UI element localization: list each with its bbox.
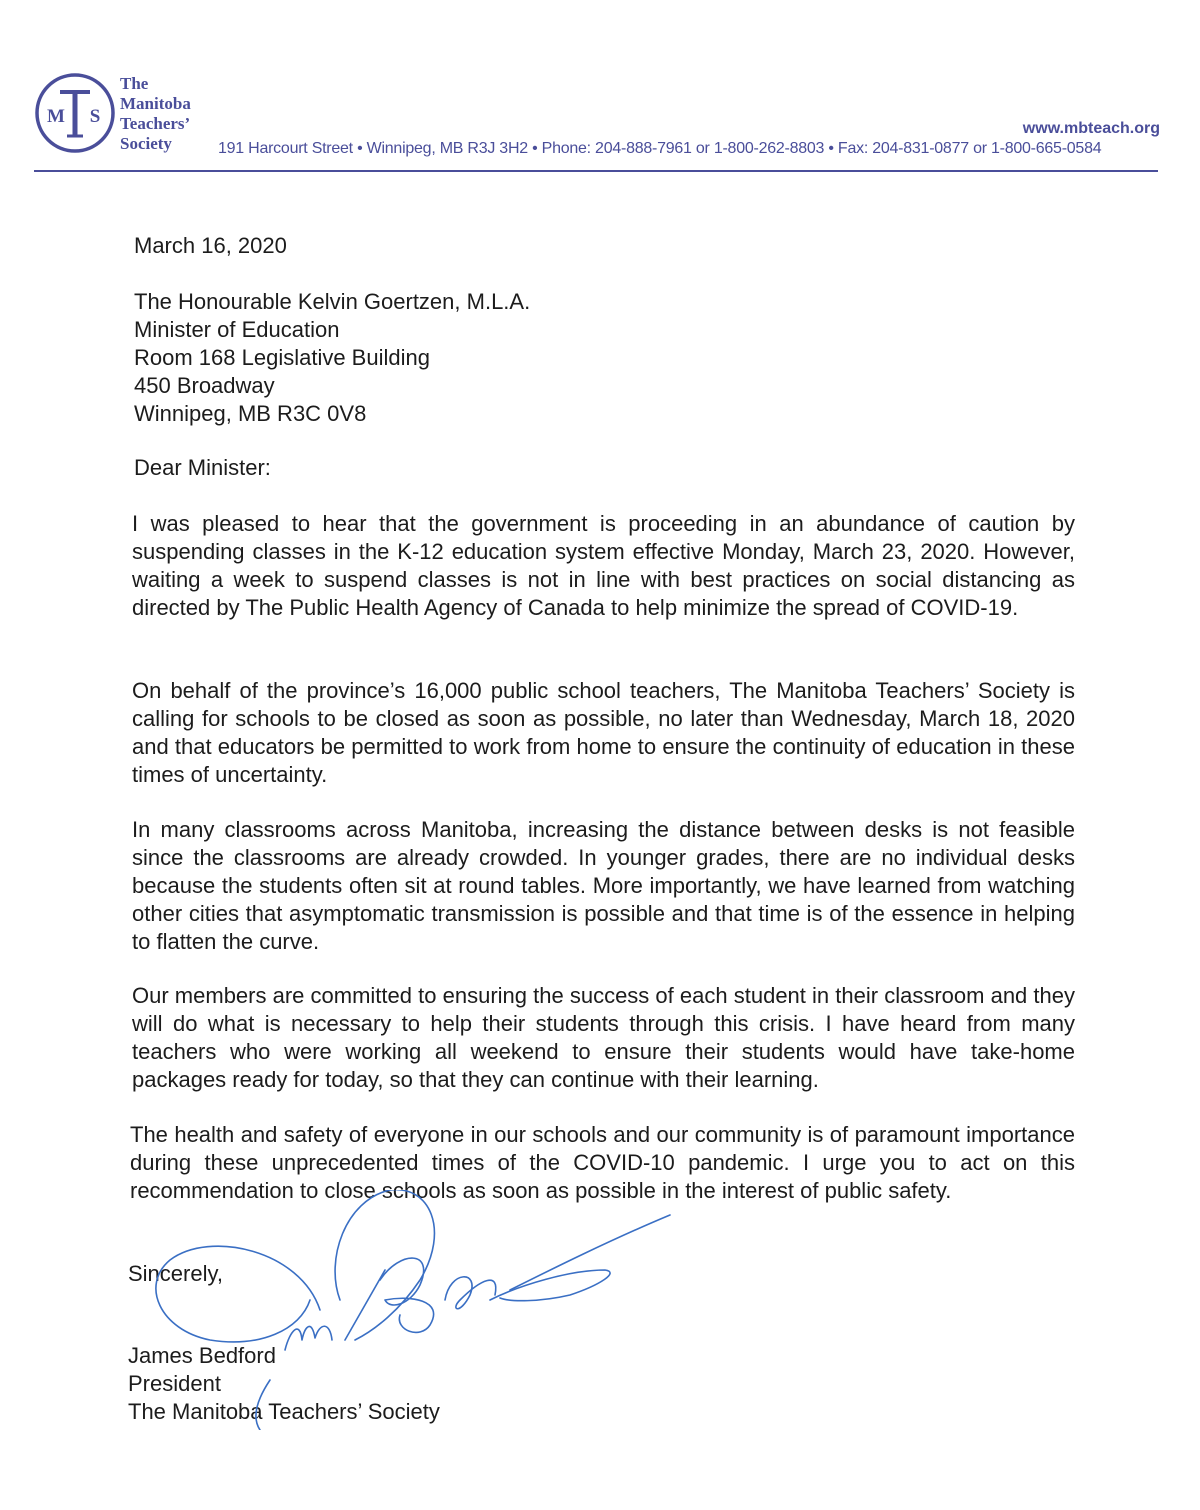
org-name-line: Manitoba	[120, 94, 191, 113]
letterhead	[0, 0, 1200, 180]
header-rule	[34, 170, 1158, 172]
org-name-line: Society	[120, 134, 172, 153]
org-name	[120, 74, 191, 154]
recipient-line: Winnipeg, MB R3C 0V8	[134, 401, 367, 426]
recipient-line: Room 168 Legislative Building	[134, 345, 430, 370]
body-paragraph: I was pleased to hear that the government is proceeding in an abundance of caution by suspending classes in the K-12 education system effective Monday, March 23, 2020. However, waiting a week to suspend classes is not in line with best practices on social distancing as directed by The Public Health Agency of Canada to help minimize the spread of COVID-19.	[132, 511, 1075, 620]
body-paragraph: In many classrooms across Manitoba, increasing the distance between desks is not feasible since the classrooms are already crowded. In younger grades, there are no individual desks because the students often sit at round tables. More importantly, we have learned from watching other cities that asymptomatic transmission is possible and that time is of the essence in helping to flatten the curve.	[132, 817, 1075, 954]
body-paragraph: Our members are committed to ensuring the success of each student in their classroom and they will do what is necessary to help their students through this crisis. I have heard from many teachers who were working all weekend to ensure their students would have take-home packages ready for today, so that they can continue with their learning.	[132, 983, 1075, 1092]
contact-line: 191 Harcourt Street • Winnipeg, MB R3J 3H2 • Phone: 204-888-7961 or 1-800-262-8803 • Fax: 204-831-0877 or 1-800-665-0584	[218, 140, 1102, 157]
signer-title: President	[128, 1371, 221, 1396]
mts-logo	[34, 72, 116, 154]
recipient-line: 450 Broadway	[134, 373, 275, 398]
salutation: Dear Minister:	[134, 455, 271, 480]
signature-block	[128, 1342, 440, 1426]
website-url: www.mbteach.org	[1022, 120, 1160, 137]
logo-letter-s: S	[89, 106, 101, 127]
recipient-line: Minister of Education	[134, 317, 340, 342]
signer-organization: The Manitoba Teachers’ Society	[128, 1399, 440, 1424]
org-name-line: The	[120, 74, 149, 93]
body-paragraph: The health and safety of everyone in our schools and our community is of paramount importance during these unprecedented times of the COVID-10 pandemic. I urge you to act on this recommendation to close schools as soon as possible in the interest of public safety.	[130, 1122, 1075, 1203]
org-name-line: Teachers’	[120, 114, 191, 133]
recipient-line: The Honourable Kelvin Goertzen, M.L.A.	[134, 289, 531, 314]
letter-date: March 16, 2020	[134, 233, 287, 258]
closing: Sincerely,	[128, 1261, 223, 1286]
body-paragraph: On behalf of the province’s 16,000 public school teachers, The Manitoba Teachers’ Society is calling for schools to be closed as soon as possible, no later than Wednesday, March 18, 2020 and that educators be permitted to work from home to ensure the continuity of education in these times of uncertainty.	[132, 678, 1075, 787]
logo-letter-m: M	[47, 106, 65, 127]
recipient-address	[134, 288, 530, 428]
signer-name: James Bedford	[128, 1343, 276, 1368]
